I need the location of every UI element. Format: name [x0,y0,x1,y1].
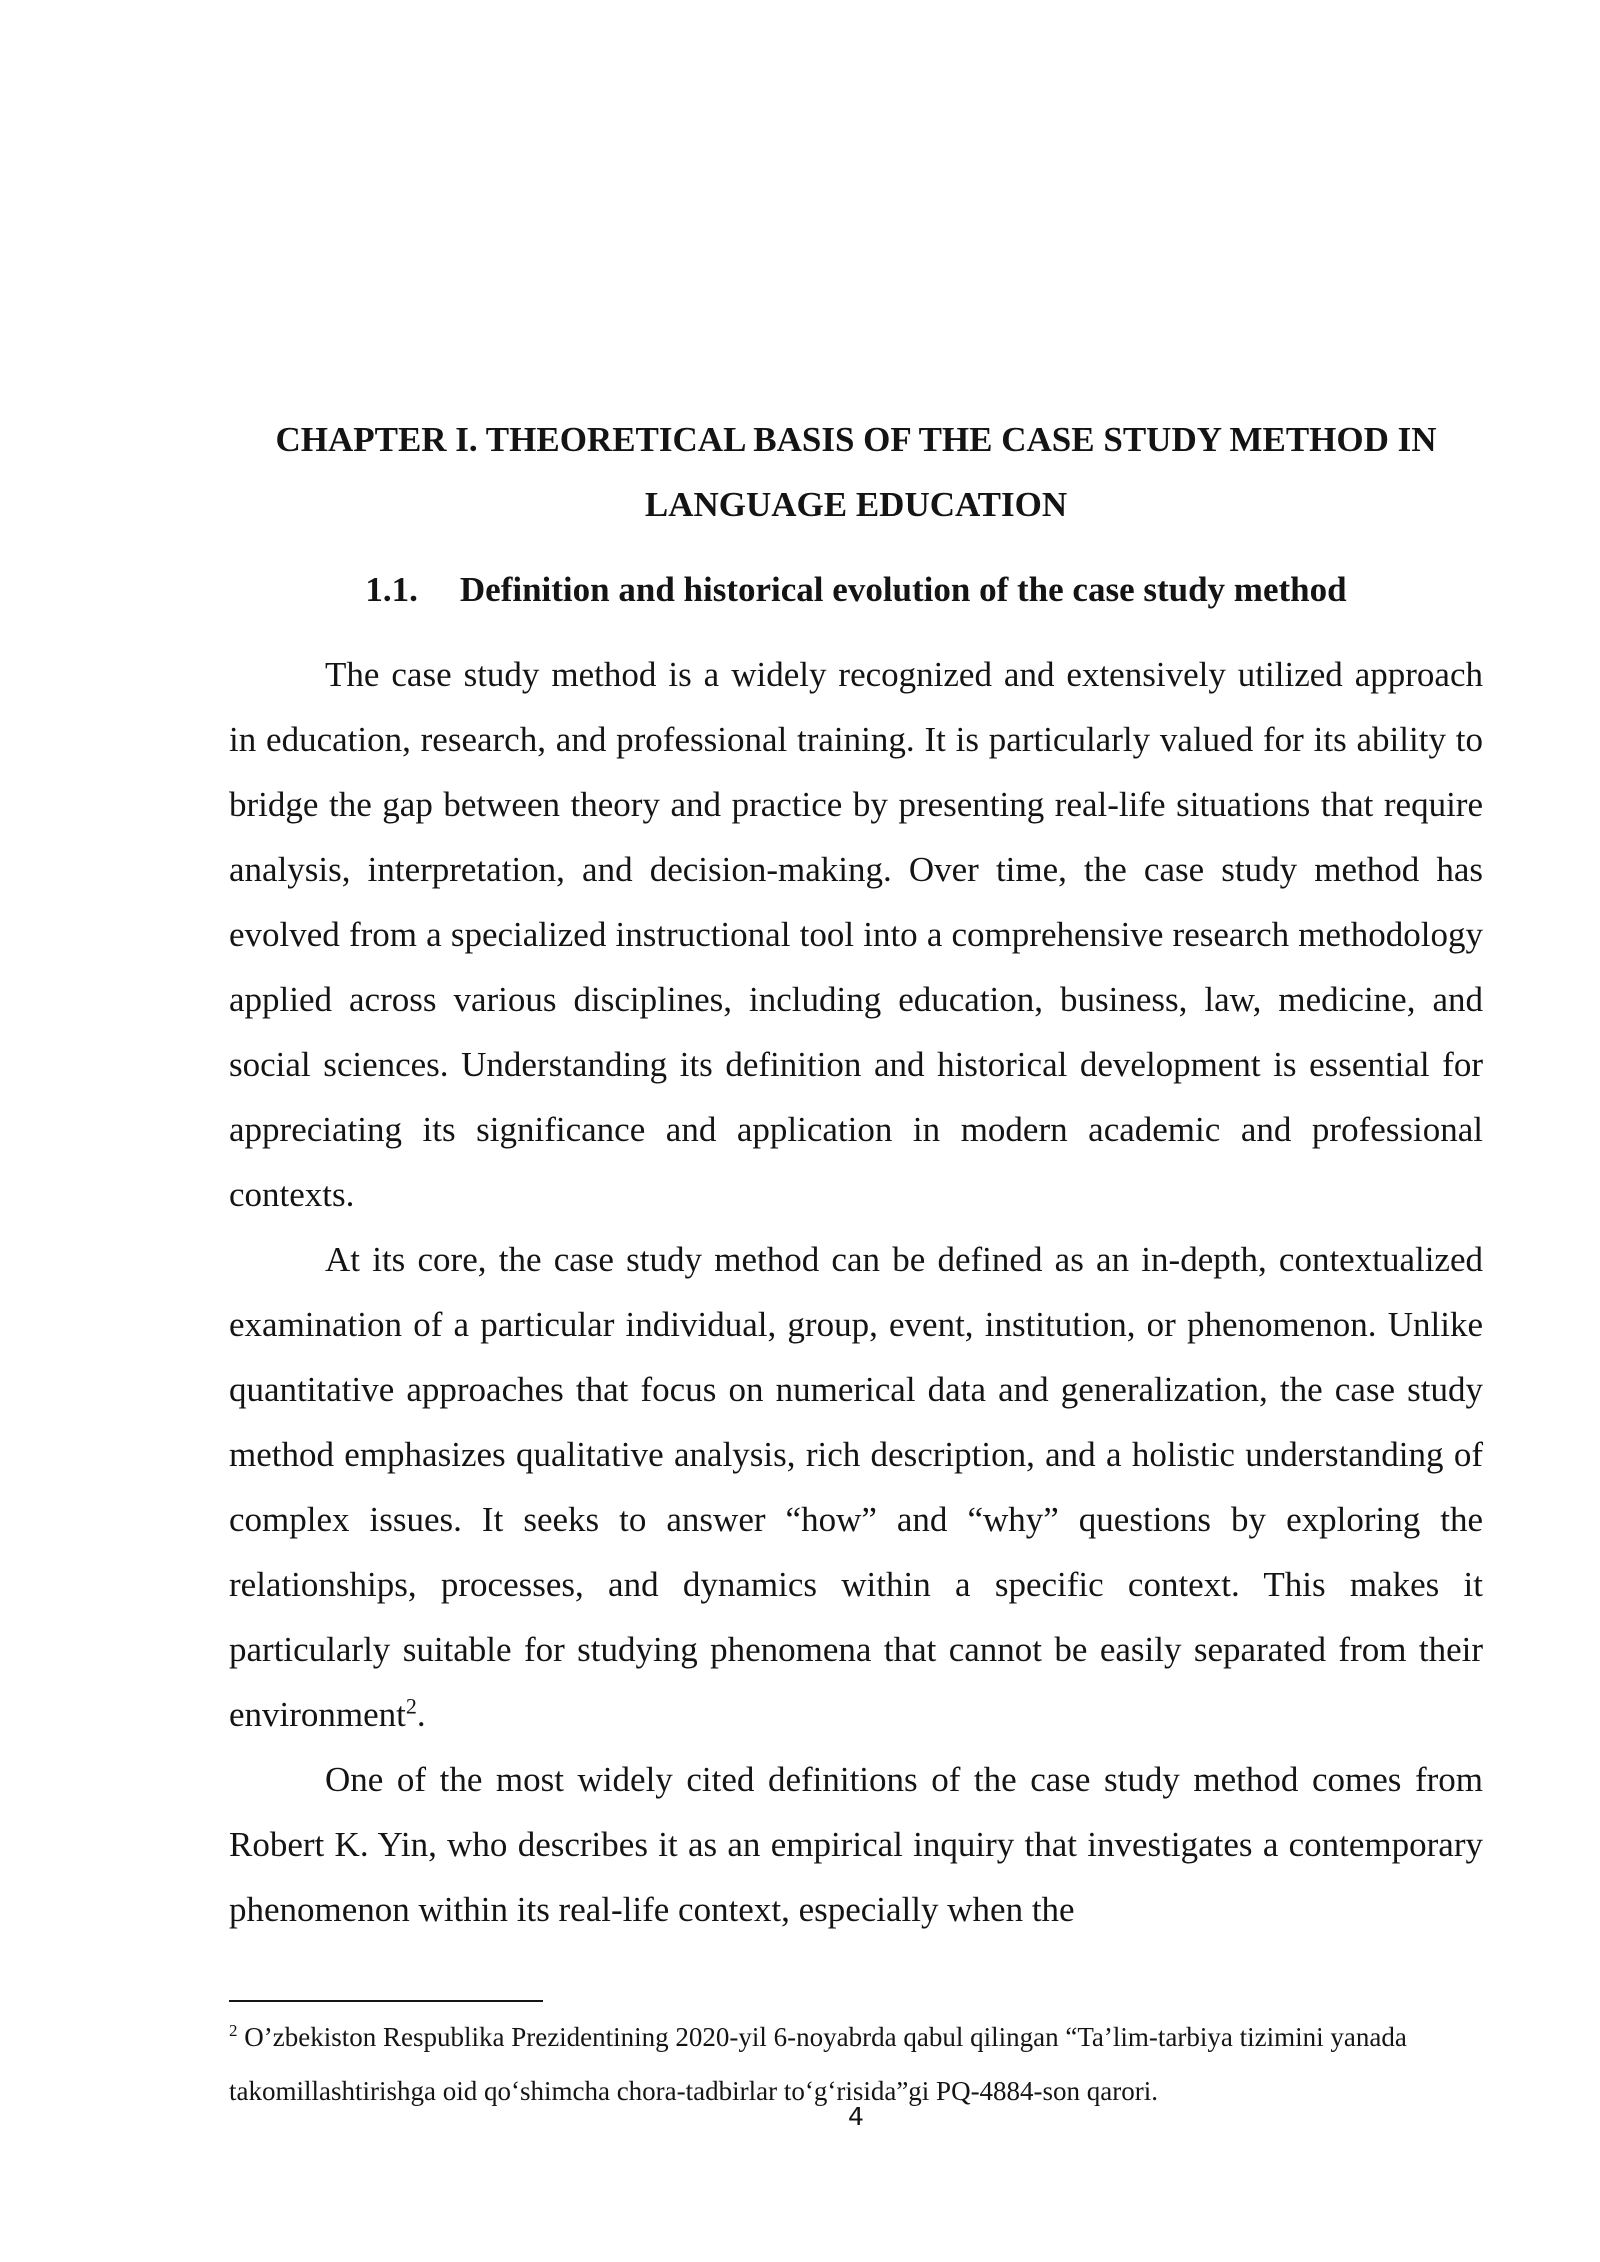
paragraph-1 [229,642,1483,1227]
paragraph-2-end: . [416,1695,426,1734]
footnote-reference[interactable]: 2 [405,1693,417,1719]
body-text [229,642,1483,1942]
chapter-title [229,407,1483,537]
section-heading [229,557,1483,622]
chapter-title-line-1: CHAPTER I. THEORETICAL BASIS OF THE CASE STUDY METHOD IN [275,420,1437,459]
paragraph-2 [229,1227,1483,1747]
paragraph-3-text: One of the most widely cited definitions of the case study method comes from Robert K. Yin, who describes it as an empirical inquiry that investigates a contemporary phenomenon within its real-life context, especially when the [229,1760,1483,1929]
paragraph-3 [229,1747,1483,1942]
footnote-marker: 2 [229,2021,238,2040]
page-number: 4 [848,2102,864,2131]
section-title: Definition and historical evolution of the case study method [459,570,1347,609]
page-content [229,407,1483,1942]
paragraph-2-text: At its core, the case study method can be defined as an in-depth, contextualized examination of a particular individual, group, event, institution, or phenomenon. Unlike quantitative approaches that focus on numerical data and generalization, the case study method emphasizes qualitative analysis, rich description, and a holistic understanding of complex issues. It seeks to answer “how” and “why” questions by exploring the relationships, processes, and dynamics within a specific context. This makes it particularly suitable for studying phenomena that cannot be easily separated from their environment [229,1240,1483,1734]
footnote-separator [229,2000,543,2002]
paragraph-1-text: The case study method is a widely recognized and extensively utilized approach in education, research, and professional training. It is particularly valued for its ability to bridge the gap between theory and practice by presenting real-life situations that require analysis, interpretation, and decision-making. Over time, the case study method has evolved from a specialized instructional tool into a comprehensive research methodology applied across various disciplines, including education, business, law, medicine, and social sciences. Understanding its definition and historical development is essential for appreciating its significance and application in modern academic and professional contexts. [229,655,1483,1214]
section-number: 1.1. [365,570,418,609]
chapter-title-line-2: LANGUAGE EDUCATION [644,485,1068,524]
footnote-text: O’zbekiston Respublika Prezidentining 2020-yil 6-noyabrda qabul qilingan “Ta’lim-tarbiya tizimini yanada takomillashtirishga oid qo‘shimcha chora-tadbirlar to‘g‘risida”gi PQ-4884-son qarori. [229,2022,1407,2106]
